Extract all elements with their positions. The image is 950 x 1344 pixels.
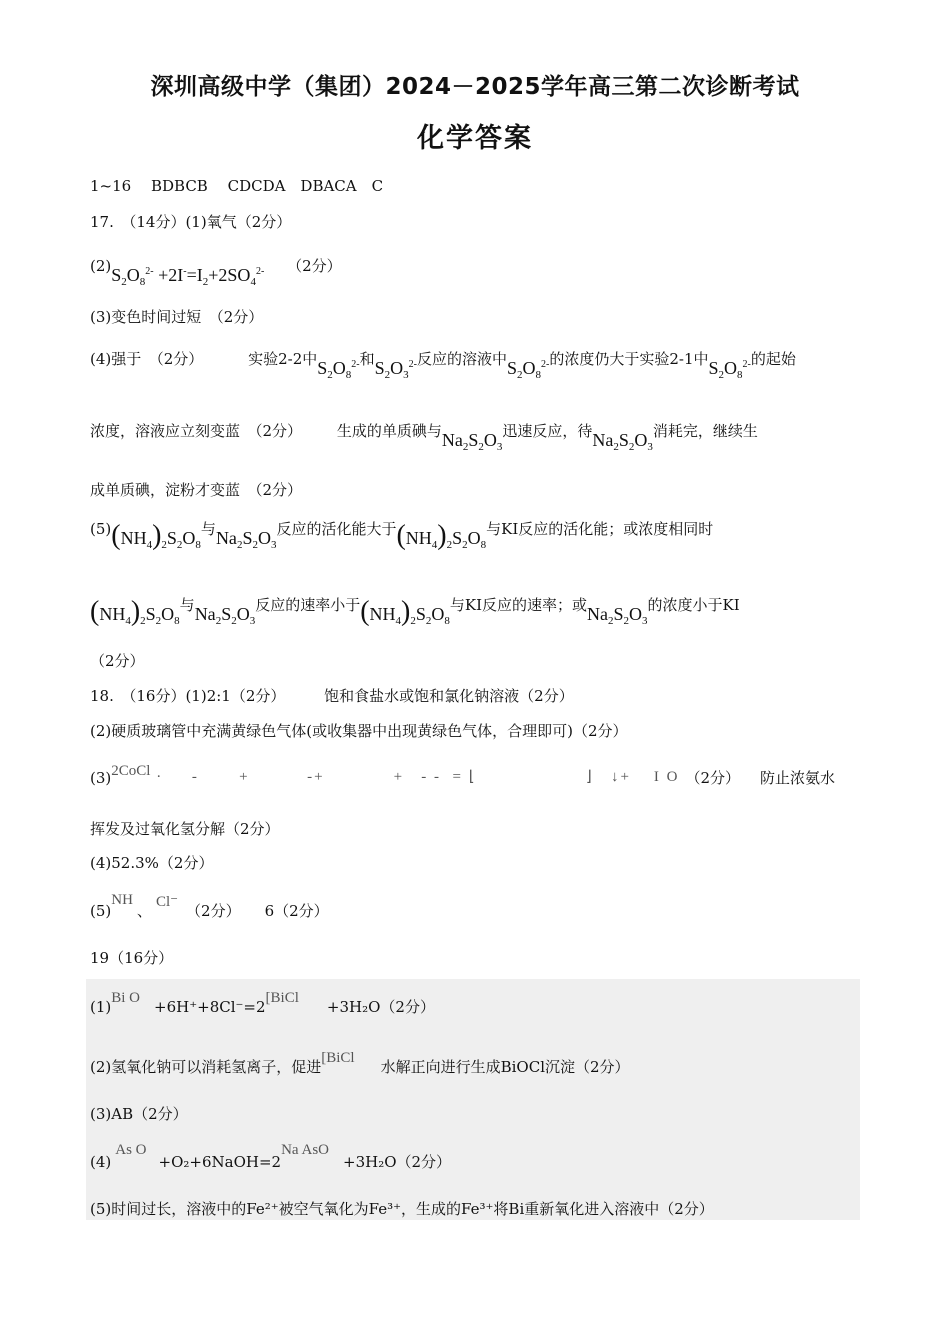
q17-line3: (3)变色时间过短 （2分）: [90, 308, 264, 326]
q18-line6: [90, 892, 329, 922]
q19-line1: [90, 990, 435, 1018]
q19-l1-bracket: [: [265, 990, 271, 1006]
q19-l1-b: +6H⁺+8Cl⁻=2: [154, 998, 266, 1016]
chem-na2s2o3: $Na_2S_2O_3$: [215, 528, 277, 551]
q19-l4-prefix: (4): [90, 1153, 112, 1171]
chem-nh4-2s2o8: $(NH_4)_2S_2O_8$: [396, 520, 487, 551]
q18-l6-prefix: (5): [90, 902, 112, 920]
q18-l3-equation-faint: · - + -+ + - - = ⌊ ⌋ ↓+ I O: [150, 769, 680, 785]
mc-answers: 1~16 BDBCB CDCDA DBACA C: [90, 177, 384, 195]
q17-line1: 17. （14分）(1)氧气（2分）: [90, 213, 292, 231]
chem-nh4-2s2o8: $(NH_4)_2S_2O_8$: [90, 596, 180, 627]
q17-l4-d: 反应的溶液中: [416, 350, 507, 368]
chem-bicl-faint: BiCl: [270, 990, 299, 1006]
q17-l8-a: 与: [179, 596, 195, 614]
q18-l3-equation-start: 2CoCl: [111, 763, 151, 779]
chem-s2o3: $S_2O_3^{2-}$: [374, 358, 417, 381]
q17-l4-b: 实验2-2中: [248, 350, 318, 368]
q18-l3-b: 防止浓氨水: [760, 769, 836, 787]
q18-l6-b: 6（2分）: [264, 902, 329, 920]
q18-line3: [90, 763, 850, 789]
q19-line3: (3)AB（2分）: [90, 1105, 188, 1123]
q18-line4: 挥发及过氧化氢分解（2分）: [90, 820, 280, 838]
q18-line5: (4)52.3%（2分）: [90, 854, 214, 872]
q18-l6-sep: 、: [136, 902, 152, 920]
q17-l8-c: 与KI反应的速率；或: [449, 596, 588, 614]
q19-l4-b: +O₂+6NaOH=2: [158, 1153, 282, 1171]
q18-l1-a: 18. （16分）(1)2:1（2分）: [90, 687, 286, 705]
q19-heading: 19（16分）: [90, 949, 174, 967]
q17-l8-b: 反应的速率小于: [255, 596, 361, 614]
chem-bi2o3-faint: Bi O: [111, 990, 141, 1006]
q17-l7-a: 与: [200, 520, 216, 538]
q17-line9: （2分）: [90, 652, 145, 670]
chem-nh4-2s2o8: $(NH_4)_2S_2O_8$: [360, 596, 450, 627]
q19-line2: [90, 1050, 630, 1078]
q17-l5-c: 迅速反应，待: [502, 422, 593, 440]
q17-l2-points: （2分）: [287, 257, 342, 275]
q17-line2: [90, 252, 342, 288]
chem-s2o8: $S_2O_8^{2-}$: [317, 358, 360, 381]
q19-l4-d: +3H₂O（2分）: [343, 1153, 452, 1171]
q17-line7: [90, 516, 714, 551]
chem-na2s2o3: $Na_2S_2O_3$: [592, 430, 653, 453]
q19-l2-c: 水解正向进行生成BiOCl沉淀（2分）: [380, 1058, 630, 1076]
q19-l1-d: +3H₂O（2分）: [326, 998, 435, 1016]
q19-l2-bracket: [: [321, 1050, 327, 1066]
chem-as2o3-faint: As O: [115, 1142, 147, 1158]
q17-l5-a: 浓度，溶液应立刻变蓝 （2分）: [90, 422, 303, 440]
q18-l3-prefix: (3): [90, 769, 112, 787]
chem-s2o8: $S_2O_8^{2-}$: [708, 358, 751, 381]
q17-l5-b: 生成的单质碘与: [336, 422, 442, 440]
q17-l2-equation: $S_2O_8^{2-} +2I^-=I_2+2SO_4^{2-}$: [111, 265, 265, 288]
q19-line4: [90, 1142, 452, 1173]
q17-l4-f: 的起始: [750, 350, 796, 368]
chem-s2o8: $S_2O_8^{2-}$: [506, 358, 550, 381]
q17-line4: [90, 345, 796, 381]
chem-na3aso4-faint: Na AsO: [281, 1142, 329, 1158]
q18-l1-b: 饱和食盐水或饱和氯化钠溶液（2分）: [324, 687, 574, 705]
page-subtitle: 化学答案: [417, 123, 533, 154]
q19-l2-a: (2)氢氧化钠可以消耗氢离子，促进: [90, 1058, 322, 1076]
q17-l7-c: 与KI反应的活化能；或浓度相同时: [486, 520, 714, 538]
q17-line8: [90, 592, 740, 627]
q17-line5: [90, 420, 758, 453]
q17-line6: 成单质碘，淀粉才变蓝 （2分）: [90, 481, 303, 499]
q18-line1: [90, 686, 574, 706]
q17-l7-b: 反应的活化能大于: [276, 520, 397, 538]
chem-na2s2o3: $Na_2S_2O_3$: [194, 604, 256, 627]
q17-l4-e: 的浓度仍大于实验2-1中: [549, 350, 709, 368]
chem-na2s2o3: $Na_2S_2O_3$: [587, 604, 648, 627]
chem-cl-faint: Cl⁻: [155, 894, 179, 910]
q17-l4-c: 和: [359, 350, 375, 368]
chem-na2s2o3: $Na_2S_2O_3$: [441, 430, 503, 453]
q18-l3-points: （2分）: [685, 769, 741, 787]
q19-l1-prefix: (1): [90, 998, 112, 1016]
q17-l5-d: 消耗完，继续生: [652, 422, 758, 440]
q17-l8-d: 的浓度小于KI: [647, 596, 740, 614]
chem-nh4-faint: NH: [111, 892, 133, 908]
chem-nh4-2s2o8: $(NH_4)_2S_2O_8$: [111, 520, 201, 551]
q17-l7-prefix: (5): [90, 520, 112, 538]
q19-line5: (5)时间过长，溶液中的Fe²⁺被空气氧化为Fe³⁺，生成的Fe³⁺将Bi重新氧化进入溶液中（2分）: [90, 1200, 714, 1218]
page-title: 深圳高级中学（集团）2024－2025学年高三第二次诊断考试: [150, 74, 800, 100]
q18-l6-points: （2分）: [186, 902, 241, 920]
q17-l4-a: (4)强于 （2分）: [90, 350, 204, 368]
chem-bicl-faint: BiCl: [326, 1050, 355, 1066]
q17-l2-prefix: (2): [90, 257, 112, 275]
q18-line2: (2)硬质玻璃管中充满黄绿色气体(或收集器中出现黄绿色气体，合理即可)（2分）: [90, 722, 628, 740]
